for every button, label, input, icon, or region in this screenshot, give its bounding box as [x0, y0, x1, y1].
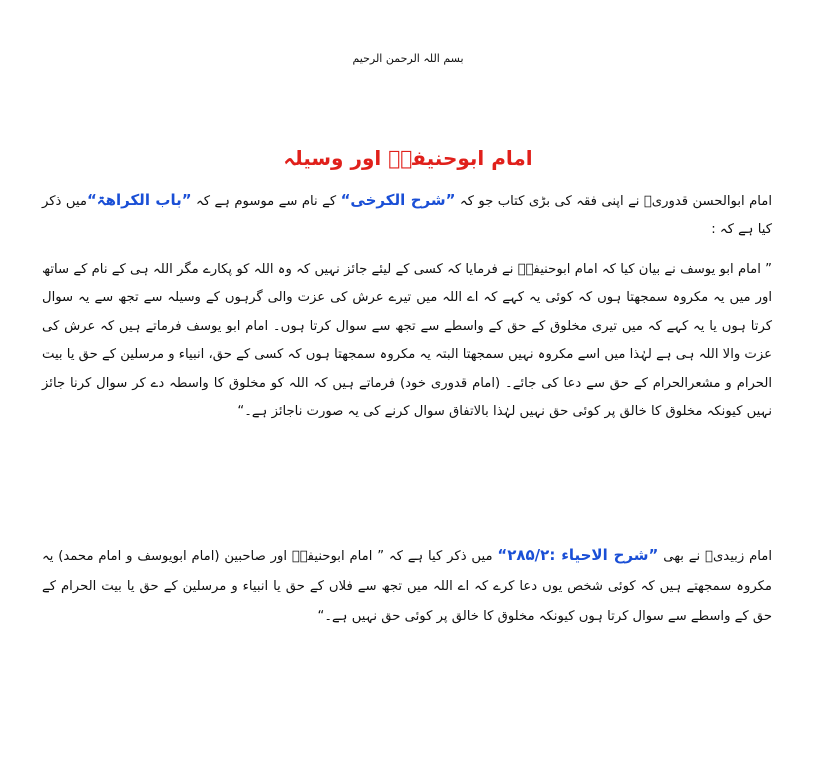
zabidi-text-2: میں ذکر کیا ہے کہ ” امام ابوحنیفہؒ اور صاحبین (امام ابویوسف و امام محمد) یہ مکروہ سمجھتے ہیں کہ کوئی شخص یوں دعا کرے کہ اے اللہ میں تجھ سے فلاں کے حق یا انبیاء و مرسلین کے حق یا بیت الحرام کے حق کے واسطے سے سوال کرتا ہوں کیونکہ مخلوق کا خالق پر کوئی حق نہیں ہے۔“: [42, 549, 772, 624]
zabidi-text-1: امام زبیدیؒ نے بھی: [658, 549, 772, 564]
book-title-sharh-karkhi: ”شرح الکرخی“: [340, 191, 456, 209]
zabidi-paragraph: [42, 540, 772, 632]
intro-text-2: کے نام سے موسوم ہے کہ: [191, 194, 341, 209]
intro-text-3: میں ذکر کیا ہے کہ :: [42, 194, 772, 237]
bismillah-heading: بسم اللہ الرحمن الرحیم: [352, 52, 464, 65]
page-title: امام ابوحنیفہؒ اور وسیلہ: [283, 146, 533, 170]
book-title-sharh-ihya: ”شرح الاحیاء :۲۸۵/۲“: [497, 546, 659, 564]
chapter-title-bab-karahiya: ”باب الکراھۃ“: [86, 191, 192, 209]
intro-text-1: امام ابوالحسن قدوریؒ نے اپنی فقہ کی بڑی کتاب جو کہ: [455, 194, 772, 209]
intro-paragraph: [42, 186, 772, 244]
quote-paragraph: ” امام ابو یوسف نے بیان کیا کہ امام ابوحنیفہؒ نے فرمایا کہ کسی کے لیئے جائز نہیں کہ وہ اللہ کو پکارے مگر اللہ ہی کے نام کے ساتھ اور میں یہ مکروہ سمجھتا ہوں کہ کوئی یہ کہے کہ اے اللہ میں تیرے عرش کی عزت والی گرہوں کے وسیلہ سے تجھ سے یہ سوال کرتا ہوں یا یہ کہے کہ میں تیری مخلوق کے حق کے واسطے سے تجھ سے سوال کرتا ہوں۔ امام ابو یوسف فرماتے ہیں کہ عرش کی عزت والا اللہ ہی ہے لہٰذا میں اسے مکروہ نہیں سمجھتا البتہ یہ مکروہ سمجھتا ہوں کہ کسی کے حق، انبیاء و مرسلین کے حق یا بیت الحرام و مشعرالحرام کے حق سے دعا کی جائے۔ (امام قدوری خود) فرماتے ہیں کہ اللہ کو مخلوق کا واسطہ دے کر سوال کرنا جائز نہیں کیونکہ مخلوق کا خالق پر کوئی حق نہیں لہٰذا بالاتفاق سوال کرنے کی یہ صورت ناجائز ہے۔“: [42, 262, 772, 420]
